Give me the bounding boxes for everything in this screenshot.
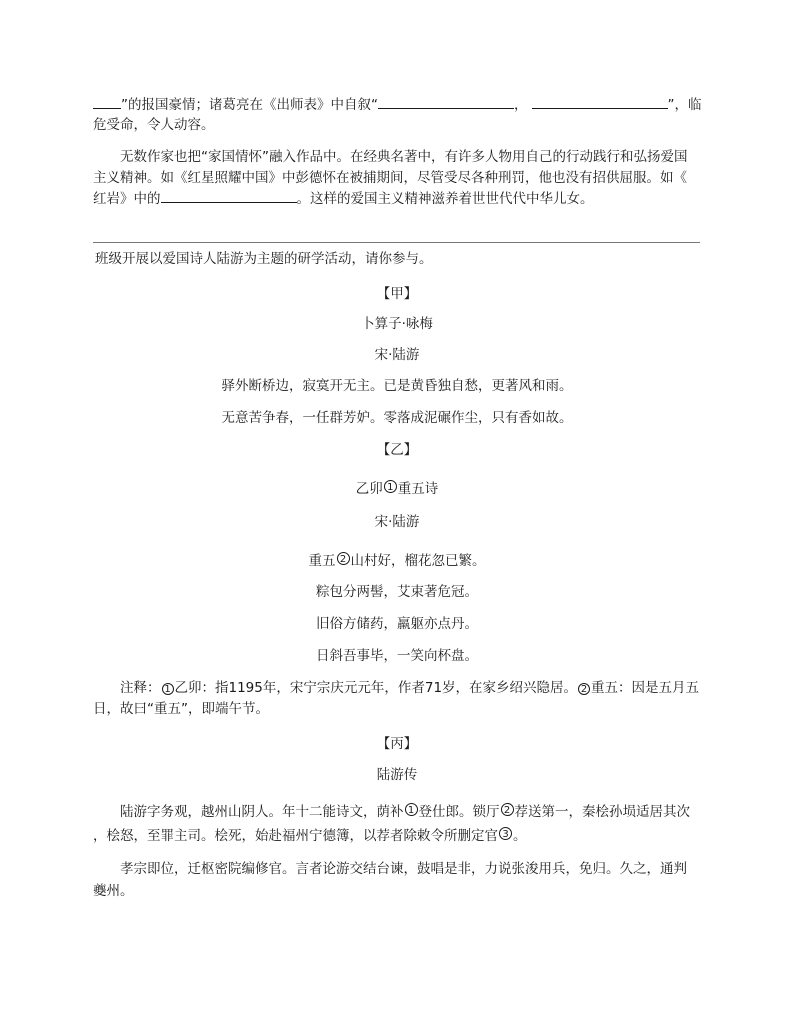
task-instruction: 班级开展以爱国诗人陆游为主题的研学活动，请你参与。 bbox=[95, 251, 433, 267]
passage-line-2: ，桧怒，至罪主司。桧死，始赴福州宁德簿，以荐者除敕令所删定官 3 。 bbox=[93, 828, 527, 844]
intro-line-2: 危受命，令人动容。 bbox=[93, 117, 215, 133]
poem-title-yi: 乙卯 1 重五诗 bbox=[355, 481, 439, 497]
poem-line: 无意苦争春，一任群芳妒。零落成泥碾作尘，只有香如故。 bbox=[221, 410, 573, 426]
intro-line-4: 主义精神。如《红星照耀中国》中彭德怀在被捕期间，尽管受尽各种刑罚，他也没有招供屈服。如《 bbox=[93, 170, 687, 186]
passage-line-4: 夔州。 bbox=[93, 883, 134, 899]
notes-line-2: 日，故曰“重五”，即端午节。 bbox=[93, 701, 269, 717]
note-marker: 2 bbox=[578, 683, 590, 695]
note-marker: 3 bbox=[499, 827, 512, 840]
poem-line: 重五 2 山村好，榴花忽已繁。 bbox=[308, 553, 486, 569]
note-marker: 1 bbox=[384, 480, 397, 493]
note-marker: 1 bbox=[162, 683, 174, 695]
poem-line: 旧俗方储药，羸躯亦点丹。 bbox=[316, 616, 478, 632]
passage-title-bing: 陆游传 bbox=[376, 767, 418, 783]
intro-line-3: 无数作家也把“家国情怀”融入作品中。在经典名著中，有许多人物用自己的行动践行和弘扬爱国 bbox=[120, 149, 688, 165]
poem-author-yi: 宋·陆游 bbox=[374, 514, 420, 530]
note-marker: 2 bbox=[501, 803, 514, 816]
notes-line-1: 注释： 1 乙卯：指1195年，宋宁宗庆元元年，作者71岁，在家乡绍兴隐居。 2 重五：因是五月五 bbox=[120, 680, 700, 696]
note-marker: 1 bbox=[405, 803, 418, 816]
section-tag-bing: 【丙】 bbox=[376, 736, 418, 752]
note-marker: 2 bbox=[337, 552, 350, 565]
answer-blank[interactable] bbox=[378, 96, 514, 109]
poem-line: 日斜吾事毕，一笑向杯盘。 bbox=[316, 648, 478, 664]
answer-blank[interactable] bbox=[93, 96, 121, 109]
passage-line-3: 孝宗即位，迁枢密院编修官。言者论游交结台谏，鼓唱是非，力说张浚用兵，免归。久之，通判 bbox=[120, 861, 687, 877]
intro-line-1: ”的报国豪情；诸葛亮在《出师表》中自叙“ ， ”，临 bbox=[93, 96, 702, 113]
passage-line-1: 陆游字务观，越州山阴人。年十二能诗文，荫补 1 登仕郎。锁厅 2 荐送第一，秦桧孙埙适居其次 bbox=[120, 804, 690, 820]
section-tag-yi: 【乙】 bbox=[376, 442, 418, 458]
poem-author-jia: 宋·陆游 bbox=[374, 347, 420, 363]
poem-line: 粽包分两髻，艾束著危冠。 bbox=[316, 584, 478, 600]
section-tag-jia: 【甲】 bbox=[376, 286, 418, 302]
answer-blank[interactable] bbox=[532, 96, 668, 109]
answer-blank[interactable] bbox=[161, 190, 297, 203]
poem-title-jia: 卜算子·咏梅 bbox=[361, 316, 433, 332]
section-divider bbox=[93, 242, 700, 243]
intro-line-5: 红岩》中的 。这样的爱国主义精神滋养着世世代代中华儿女。 bbox=[93, 191, 594, 207]
poem-line: 驿外断桥边，寂寞开无主。已是黄昏独自愁，更著风和雨。 bbox=[221, 378, 573, 394]
